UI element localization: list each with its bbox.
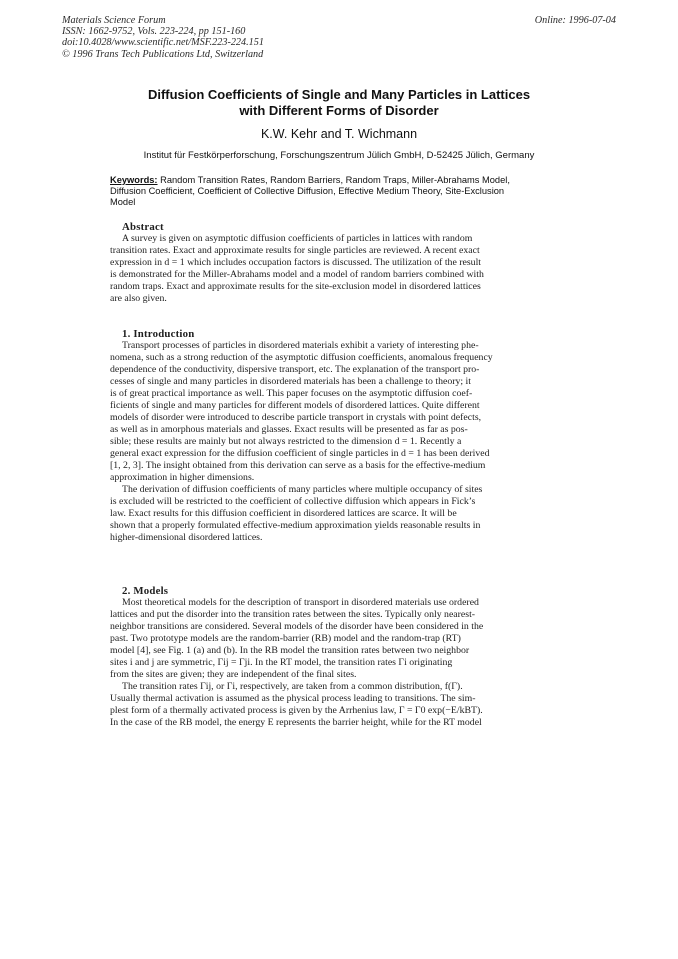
models-line: plest form of a thermally activated process is given by the Arrhenius law, Γ = Γ0 exp(−E/kBT). [110, 705, 483, 716]
intro-line: as well as in amorphous materials and glasses. Exact results will be presented as far as pos- [110, 424, 468, 435]
intro-line: sible; these results are mainly but not always restricted to the dimension d = 1. Recently a [110, 436, 462, 447]
intro-line: higher-dimensional disordered lattices. [110, 532, 263, 543]
abstract-line: expression in d = 1 which includes occupation factors is discussed. The utilization of the result [110, 257, 482, 268]
paper-title [100, 87, 578, 118]
online-date: Online: 1996-07-04 [534, 15, 616, 26]
doi-line[interactable]: doi:10.4028/www.scientific.net/MSF.223-224.151 [62, 37, 264, 49]
intro-line: nomena, such as a strong reduction of the asymptotic diffusion coefficients, anomalous frequency [110, 352, 493, 363]
keywords-line-1 [110, 175, 588, 186]
intro-line: is of great practical importance as well. This paper focuses on the asymptotic diffusion coef- [110, 388, 473, 399]
models-line: Most theoretical models for the description of transport in disordered materials use ordered [122, 597, 479, 608]
models-line: lattices and put the disorder into the transition rates between the sites. Typically only nearest- [110, 609, 476, 620]
introduction-section [110, 328, 588, 544]
affiliation: Institut für Festkörperforschung, Forschungszentrum Jülich GmbH, D-52425 Jülich, Germany [143, 150, 535, 161]
copyright-line: © 1996 Trans Tech Publications Ltd, Switzerland [62, 48, 264, 60]
intro-line: cesses of single and many particles in disordered materials has been a challenge to theory; it [110, 376, 472, 387]
models-line: The transition rates Γij, or Γi, respectively, are taken from a common distribution, f(Γ). [122, 681, 463, 692]
intro-line: approximation in higher dimensions. [110, 472, 255, 483]
abstract-line: are also given. [110, 293, 167, 304]
models-line: Usually thermal activation is assumed as the physical process leading to transitions. The sim- [110, 693, 476, 704]
intro-line: shown that a properly formulated effective-medium approximation yields reasonable results in [110, 520, 481, 531]
journal-name: Materials Science Forum [62, 15, 166, 26]
abstract-line: random traps. Exact and approximate results for the site-exclusion model in disordered lattices [110, 281, 481, 292]
intro-line: dependence of the conductivity, dispersive transport, etc. The explanation of the transport pro- [110, 364, 480, 375]
introduction-heading: 1. Introduction [122, 328, 195, 340]
intro-line: models of disorder were introduced to describe particle transport in crystals with point defects, [110, 412, 482, 423]
intro-line: Transport processes of particles in disordered materials exhibit a variety of interesting phe- [122, 340, 479, 351]
intro-line: general exact expression for the diffusion coefficient of single particles in d = 1 has been derived [110, 448, 490, 459]
models-line: from the sites are given; they are independent of the final sites. [110, 669, 357, 680]
abstract-heading: Abstract [122, 221, 164, 233]
models-line: neighbor transitions are considered. Several models of the disorder have been considered in the [110, 621, 484, 632]
abstract-line: A survey is given on asymptotic diffusion coefficients of particles in lattices with random [122, 233, 473, 244]
keywords-text-1: Random Transition Rates, Random Barriers, Random Traps, Miller-Abrahams Model, [157, 175, 510, 185]
authors: K.W. Kehr and T. Wichmann [260, 127, 418, 141]
models-line: model [4], see Fig. 1 (a) and (b). In the RB model the transition rates between two neighbor [110, 645, 470, 656]
intro-line: [1, 2, 3]. The insight obtained from this derivation can serve as a basis for the effective-medium [110, 460, 486, 471]
intro-line: The derivation of diffusion coefficients of many particles where multiple occupancy of sites [122, 484, 483, 495]
models-heading: 2. Models [122, 585, 169, 597]
title-line-1: Diffusion Coefficients of Single and Many Particles in Lattices [147, 87, 531, 102]
abstract-section [110, 221, 588, 305]
models-line: past. Two prototype models are the random-barrier (RB) model and the random-trap (RT) [110, 633, 461, 644]
intro-line: law. Exact results for this diffusion coefficient in disordered lattices are scarce. It will be [110, 508, 457, 519]
models-line: sites i and j are symmetric, Γij = Γji. In the RT model, the transition rates Γi originating [110, 657, 453, 668]
models-line: In the case of the RB model, the energy E represents the barrier height, while for the RT model [110, 717, 482, 728]
keywords-line-2: Diffusion Coefficient, Coefficient of Collective Diffusion, Effective Medium Theory, Site-Exclusion [110, 186, 505, 196]
journal-header [62, 15, 264, 60]
keywords-line-3: Model [110, 197, 136, 207]
intro-line: ficients of single and many particles for different models of disordered lattices. Quite different [110, 400, 480, 411]
abstract-line: is demonstrated for the Miller-Abrahams model and a model of random barriers combined with [110, 269, 484, 280]
keywords-label: Keywords: [110, 175, 158, 185]
title-line-2: with Different Forms of Disorder [239, 102, 439, 118]
intro-line: is excluded will be restricted to the coefficient of collective diffusion which appears in Fick’s [110, 496, 476, 507]
issn-line: ISSN: 1662-9752, Vols. 223-224, pp 151-160 [62, 26, 246, 38]
abstract-line: transition rates. Exact and approximate results for single particles are reviewed. A recent exact [110, 245, 480, 256]
models-section [110, 585, 588, 729]
keywords-block [110, 175, 588, 208]
